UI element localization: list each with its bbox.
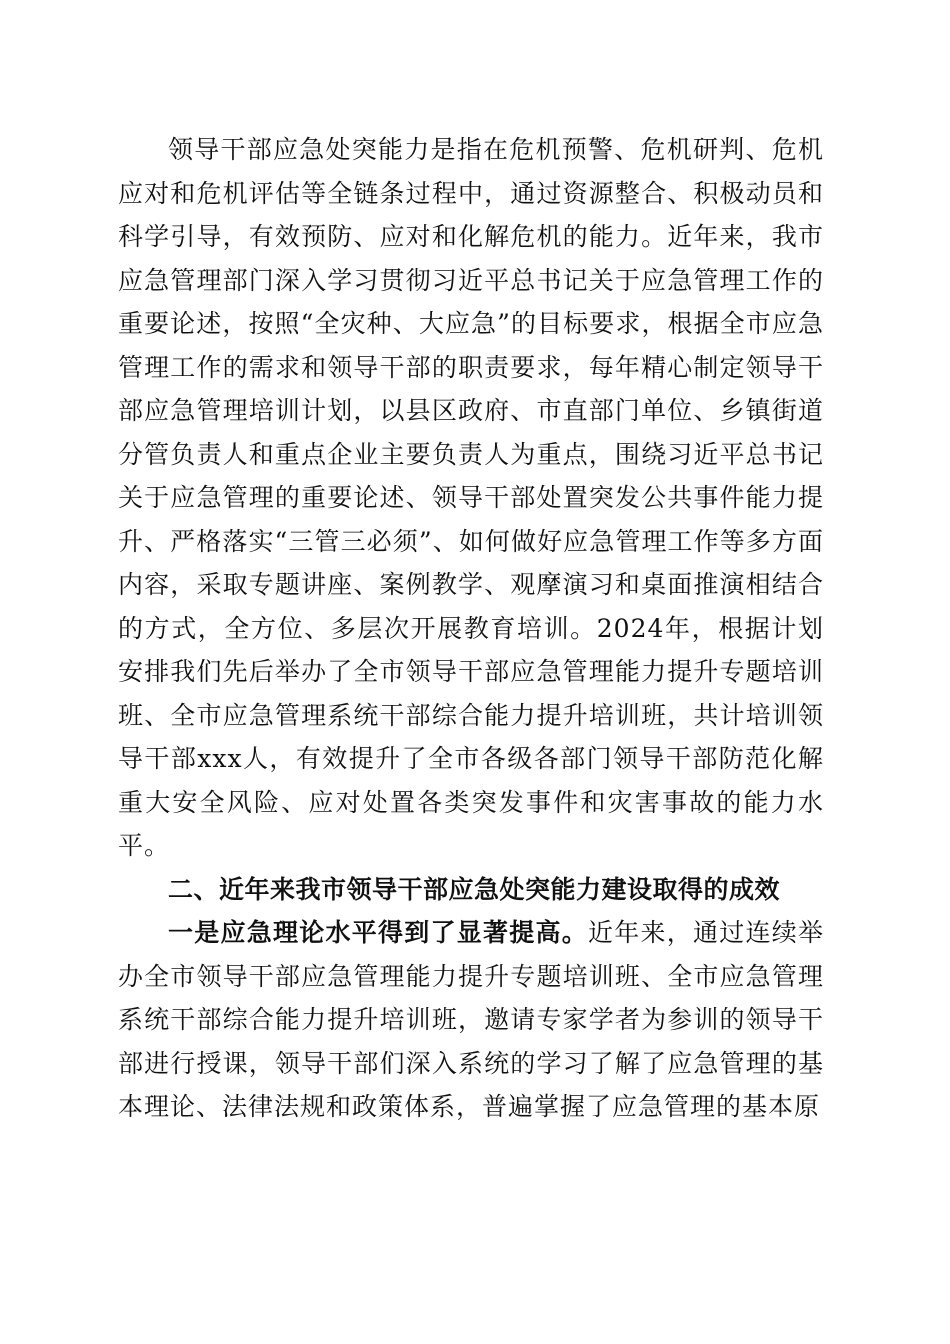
body-paragraph-intro: 领导干部应急处突能力是指在危机预警、危机研判、危机应对和危机评估等全链条过程中，通过资源整合、积极动员和科学引导，有效预防、应对和化解危机的能力。近年来，我市应急管理部门深入学习贯彻习近平总书记关于应急管理工作的重要论述，按照“全灾种、大应急”的目标要求，根据全市应急管理工作的需求和领导干部的职责要求，每年精心制定领导干部应急管理培训计划，以县区政府、市直部门单位、乡镇街道分管负责人和重点企业主要负责人为重点，围绕习近平总书记关于应急管理的重要论述、领导干部处置突发公共事件能力提升、严格落实“三管三必须”、如何做好应急管理工作等多方面内容，采取专题讲座、案例教学、观摩演习和桌面推演相结合的方式，全方位、多层次开展教育培训。2024年，根据计划安排我们先后举办了全市领导干部应急管理能力提升专题培训班、全市应急管理系统干部综合能力提升培训班，共计培训领导干部xxx人，有效提升了全市各级各部门领导干部防范化解重大安全风险、应对处置各类突发事件和灾害事故的能力水平。 xyxy=(118,135,824,860)
body-paragraph-achievements xyxy=(118,911,824,1129)
document-body xyxy=(118,128,824,1129)
paragraph-body-text: 近年来，通过连续举办全市领导干部应急管理能力提升专题培训班、全市应急管理系统干部综合能力提升培训班，邀请专家学者为参训的领导干部进行授课，领导干部们深入系统的学习了解了应急管理的基本理论、法律法规和政策体系，普遍掌握了应急管理的基本原 xyxy=(118,918,824,1121)
paragraph-lead-sentence: 一是应急理论水平得到了显著提高。 xyxy=(168,918,588,947)
section-heading: 二、近年来我市领导干部应急处突能力建设取得的成效 xyxy=(168,874,781,904)
